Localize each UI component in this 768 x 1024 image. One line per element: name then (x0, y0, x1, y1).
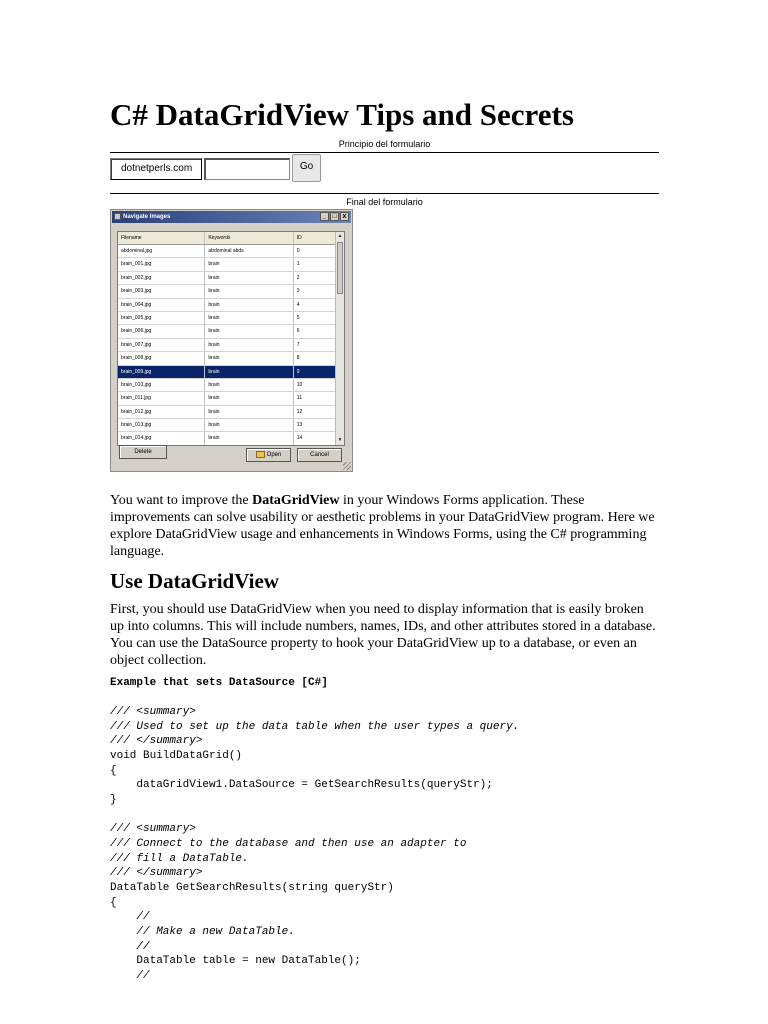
window-controls (320, 212, 349, 221)
table-row[interactable] (118, 299, 336, 312)
cell-filename[interactable]: brain_006.jpg (118, 325, 205, 337)
cell-keywords[interactable]: brain (205, 352, 293, 364)
cell-filename[interactable]: brain_007.jpg (118, 339, 205, 351)
table-row[interactable] (118, 419, 336, 432)
resize-grip-icon[interactable] (343, 462, 351, 470)
cell-filename[interactable]: brain_009.jpg (118, 366, 205, 378)
code-line: /// <summary> (110, 706, 196, 718)
code-line: DataTable table = new DataTable(); (110, 955, 361, 968)
code-line: void BuildDataGrid() (110, 749, 243, 762)
cell-id[interactable]: 7 (296, 341, 300, 348)
cell-id[interactable]: 0 (296, 248, 300, 254)
column-header-id[interactable]: ID (296, 235, 302, 241)
form-bottom-rule (110, 193, 659, 194)
code-line: /// </summary> (110, 735, 203, 748)
cell-filename[interactable]: brain_003.jpg (118, 285, 205, 297)
cell-id[interactable]: 11 (296, 395, 302, 402)
cell-keywords[interactable]: brain (205, 272, 293, 284)
table-row[interactable] (118, 379, 336, 392)
cell-filename[interactable]: abdominal.jpg (118, 245, 205, 257)
cell-filename[interactable]: brain_014.jpg (118, 432, 205, 444)
table-row[interactable] (118, 312, 336, 325)
maximize-icon[interactable]: □ (330, 212, 339, 221)
grid-scrollbar[interactable] (335, 232, 344, 445)
go-button[interactable]: Go (292, 154, 321, 182)
code-line: /// <summary> (110, 823, 196, 836)
cell-id[interactable]: 2 (296, 274, 300, 281)
code-line: { (110, 764, 117, 777)
scroll-thumb[interactable] (337, 242, 343, 294)
cell-filename[interactable]: brain_001.jpg (118, 258, 205, 270)
code-line (110, 808, 519, 823)
cell-id[interactable]: 8 (296, 355, 300, 362)
code-line: // (110, 940, 150, 953)
window-titlebar (112, 211, 351, 223)
cell-id[interactable]: 14 (296, 435, 303, 442)
cell-filename[interactable]: brain_002.jpg (118, 272, 205, 284)
cancel-label: Cancel (310, 452, 329, 458)
folder-icon (256, 451, 265, 458)
cell-id[interactable]: 1 (296, 261, 300, 268)
table-row[interactable] (118, 406, 336, 419)
open-button[interactable] (246, 448, 291, 462)
column-header-keywords[interactable]: Keywords (205, 232, 293, 244)
cell-keywords[interactable]: brain (205, 406, 293, 418)
scroll-up-icon[interactable]: ▲ (337, 233, 343, 239)
table-row[interactable] (118, 392, 336, 405)
form-top-rule (110, 152, 659, 153)
code-line: DataTable GetSearchResults(string queryStr) (110, 881, 394, 894)
table-row[interactable] (118, 258, 336, 271)
cell-id[interactable]: 4 (296, 301, 300, 308)
cell-keywords[interactable]: brain (205, 432, 293, 444)
cell-id[interactable]: 13 (296, 422, 303, 429)
cell-keywords[interactable]: brain (205, 366, 293, 378)
code-line: /// Used to set up the data table when the user types a query. (110, 720, 520, 733)
window-app-icon (114, 213, 121, 220)
table-row[interactable] (118, 432, 336, 445)
scroll-down-icon[interactable]: ▼ (337, 437, 343, 443)
intro-paragraph (110, 492, 659, 560)
code-line: // (110, 969, 150, 982)
intro-bold-term: DataGridView (252, 493, 340, 508)
code-line: /// </summary> (110, 867, 203, 880)
code-line: /// Connect to the database and then use an adapter to (110, 837, 467, 850)
cell-filename[interactable]: brain_005.jpg (118, 312, 205, 324)
table-row[interactable] (118, 285, 336, 298)
code-line: // (110, 911, 150, 924)
cell-keywords[interactable]: brain (205, 339, 293, 351)
page-title: C# DataGridView Tips and Secrets (110, 97, 574, 132)
cell-keywords[interactable]: brain (205, 325, 293, 337)
code-line: { (110, 896, 117, 909)
minimize-icon[interactable]: _ (320, 212, 329, 221)
code-line: /// fill a DataTable. (110, 852, 249, 865)
close-icon[interactable]: x (340, 212, 349, 221)
cell-filename[interactable]: brain_004.jpg (118, 299, 205, 311)
cell-id[interactable]: 10 (296, 381, 303, 388)
cell-id[interactable]: 6 (296, 328, 300, 335)
section-paragraph: First, you should use DataGridView when you need to display information that is easily broken up into columns. This will include numbers, names, IDs, and other attributes stored in a database. You can use the DataSource property to hook your DataGridView up to a database, or even an object collection. (110, 602, 656, 668)
table-row[interactable] (118, 352, 336, 365)
code-line: dataGridView1.DataSource = GetSearchResults(queryStr); (110, 779, 493, 792)
datagridview-screenshot (110, 209, 353, 472)
form-end-label: Final del formulario (346, 197, 423, 207)
code-caption: Example that sets DataSource [C#] (110, 677, 328, 689)
cell-keywords[interactable]: brain (205, 312, 293, 324)
form-start-label: Principio del formulario (338, 139, 431, 149)
data-grid[interactable] (117, 231, 345, 446)
cell-keywords[interactable]: brain (205, 258, 293, 270)
open-label: Open (266, 452, 282, 458)
cell-keywords[interactable]: brain (205, 419, 293, 431)
cell-filename[interactable]: brain_008.jpg (118, 352, 205, 364)
table-row[interactable] (118, 325, 336, 338)
column-header-filename[interactable]: Filename (118, 232, 205, 244)
cell-filename[interactable]: brain_010.jpg (118, 379, 205, 391)
cell-id[interactable]: 9 (296, 368, 300, 375)
cell-id[interactable]: 5 (296, 314, 300, 321)
cell-keywords[interactable]: brain (205, 285, 293, 297)
cell-keywords[interactable]: brain (205, 299, 293, 311)
cell-filename[interactable]: brain_013.jpg (118, 419, 205, 431)
cell-keywords[interactable]: brain (205, 379, 293, 391)
cell-filename[interactable]: brain_011.jpg (118, 392, 205, 404)
section-heading: Use DataGridView (110, 569, 279, 593)
code-line: } (110, 793, 117, 806)
cell-keywords[interactable]: abdominal abds (205, 245, 293, 257)
table-row[interactable] (118, 272, 336, 285)
intro-text-after: in your Windows Forms application. These improvements can solve usability or aesthetic problems in your DataGridView program. Here we explore DataGridView usage and enhancements in Windows Forms, using the C# programming language. (110, 493, 655, 559)
table-row[interactable] (118, 339, 336, 352)
cell-filename[interactable]: brain_012.jpg (118, 406, 205, 418)
code-block (110, 705, 519, 983)
delete-button[interactable] (119, 445, 167, 459)
search-input[interactable] (204, 158, 290, 180)
cancel-button[interactable] (297, 448, 342, 462)
table-row[interactable] (118, 245, 336, 258)
cell-id[interactable]: 3 (296, 288, 300, 295)
cell-keywords[interactable]: brain (205, 392, 293, 404)
grid-header-row (118, 232, 336, 245)
code-line: // Make a new DataTable. (110, 925, 295, 938)
cell-id[interactable]: 12 (296, 408, 303, 415)
table-row[interactable] (118, 366, 336, 379)
site-button[interactable]: dotnetperls.com (110, 158, 202, 180)
window-title: Navigate Images (123, 214, 171, 220)
delete-label: Delete (134, 449, 152, 455)
intro-text-before: You want to improve the (110, 493, 253, 508)
